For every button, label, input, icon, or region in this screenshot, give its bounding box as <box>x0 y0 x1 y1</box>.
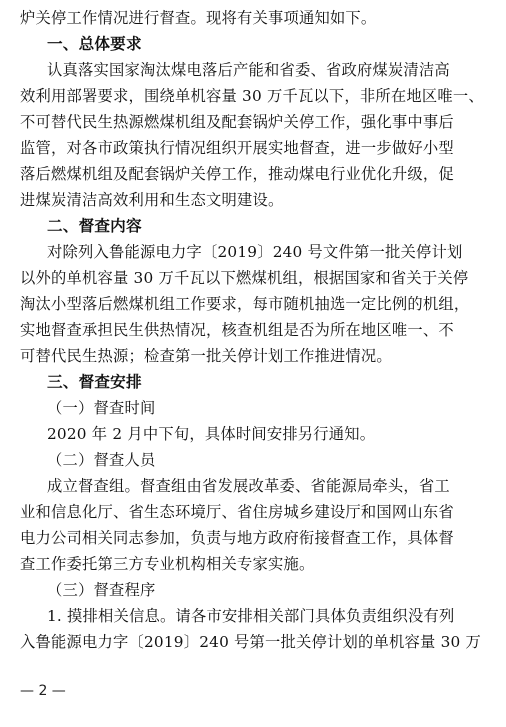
paragraph-first-line: 2020 年 2 月中下旬，具体时间安排另行通知。 <box>47 425 376 443</box>
text-line: 效利用部署要求，围绕单机容量 30 万千瓦以下，非所在地区唯一、 <box>20 87 484 105</box>
subsection-heading: （三）督查程序 <box>47 581 156 599</box>
text-line: 监管，对各市政策执行情况组织开展实地督查，进一步做好小型 <box>20 139 454 157</box>
text-line: 炉关停工作情况进行督查。现将有关事项通知如下。 <box>20 9 377 27</box>
subsection-heading: （二）督查人员 <box>47 451 156 469</box>
paragraph-first-line: 对除列入鲁能源电力字〔2019〕240 号文件第一批关停计划 <box>47 243 463 261</box>
section-heading: 二、督查内容 <box>47 217 142 235</box>
text-line: 可替代民生热源；检查第一批关停计划工作推进情况。 <box>20 347 392 365</box>
text-line: 落后燃煤机组及配套锅炉关停工作，推动煤电行业优化升级，促 <box>20 165 454 183</box>
text-line: 淘汰小型落后燃煤机组工作要求，每市随机抽选一定比例的机组， <box>20 295 470 313</box>
text-line: 进煤炭清洁高效利用和生态文明建设。 <box>20 191 284 209</box>
text-line: 入鲁能源电力字〔2019〕240 号第一批关停计划的单机容量 30 万 <box>20 633 482 651</box>
text-line: 业和信息化厅、省生态环境厅、省住房城乡建设厅和国网山东省 <box>20 503 454 521</box>
text-line: 查工作委托第三方专业机构相关专家实施。 <box>20 555 315 573</box>
section-heading: 一、总体要求 <box>47 35 142 53</box>
subsection-heading: （一）督查时间 <box>47 399 156 417</box>
section-heading: 三、督查安排 <box>47 373 142 391</box>
paragraph-first-line: 1. 摸排相关信息。请各市安排相关部门具体负责组织没有列 <box>47 607 455 625</box>
paragraph-first-line: 成立督查组。督查组由省发展改革委、省能源局牵头，省工 <box>47 477 450 495</box>
paragraph-first-line: 认真落实国家淘汰煤电落后产能和省委、省政府煤炭清洁高 <box>47 61 450 79</box>
page-number: — 2 — <box>20 683 66 699</box>
text-line: 以外的单机容量 30 万千瓦以下燃煤机组，根据国家和省关于关停 <box>20 269 469 287</box>
text-line: 实地督查承担民生供热情况，核查机组是否为所在地区唯一、不 <box>20 321 454 339</box>
text-line: 电力公司相关同志参加，负责与地方政府衔接督查工作，具体督 <box>20 529 454 547</box>
text-line: 不可替代民生热源燃煤机组及配套锅炉关停工作，强化事中事后 <box>20 113 454 131</box>
